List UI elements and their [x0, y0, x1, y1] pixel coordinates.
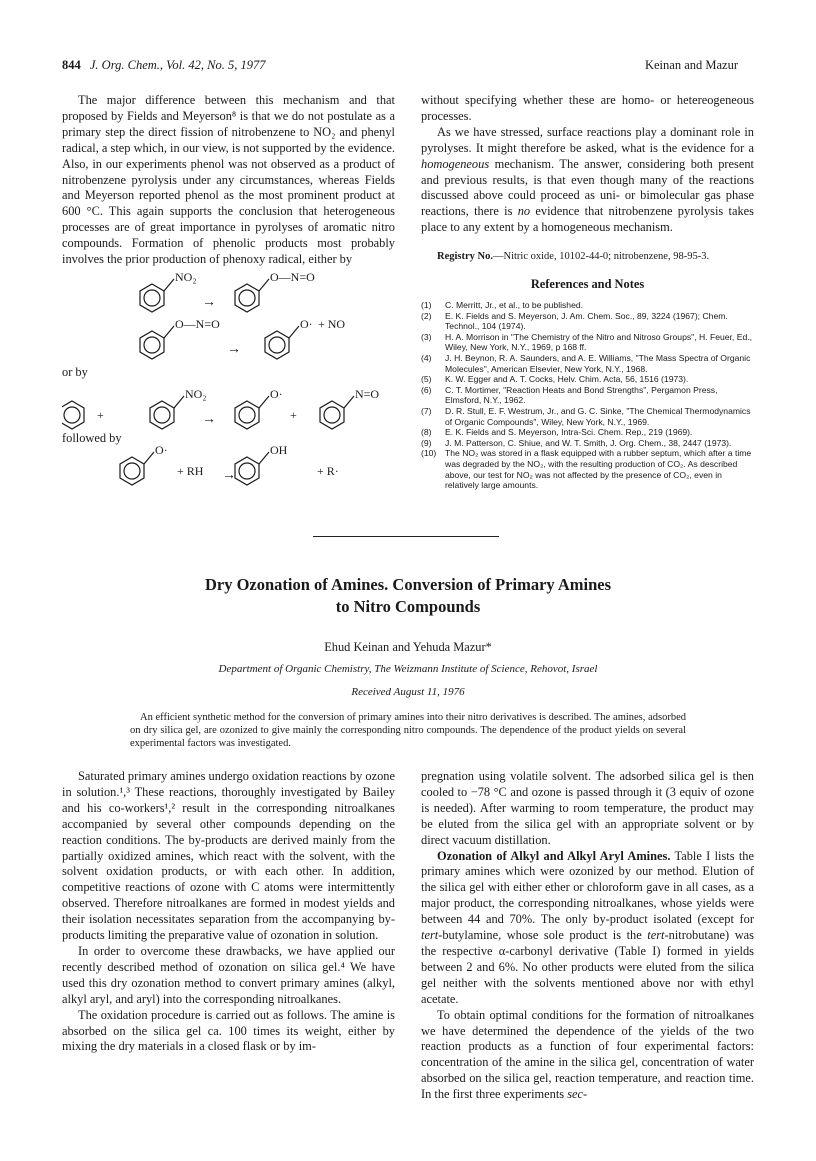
arrow-3: → — [202, 412, 216, 427]
phenoxy-label-3: O· — [155, 443, 168, 457]
body-paragraph-4: pregnation using volatile solvent. The adsorbed silica gel is then cooled to −78 °C and ozone is passed through it (3 equiv of ozone is needed). After warming to room temperature, the product may be eluted from the silica gel with an appropriate solvent or by direct vacuum distillation. — [421, 769, 754, 847]
benzene-ring-2 — [235, 284, 259, 312]
n-eq-o-label: N=O — [355, 387, 380, 401]
optimal-conditions-paragraph: To obtain optimal conditions for the formation of nitroalkanes we have determined the dependence of the yields of the two reaction products as a function of four experimental factors: concentration of the amine in the silica gel, concentration of water absorbed on the silica gel, reaction temperature, and reaction time. In the first three experiments sec- — [421, 1007, 754, 1102]
reference-number: (6) — [421, 384, 432, 395]
arrow-2: → — [227, 342, 241, 357]
reference-number: (5) — [421, 374, 432, 385]
mechanism-paragraph: The major difference between this mechanism and that proposed by Fields and Meyerson⁸ is that we do not postulate as a primary step the direct fission of nitrobenzene to NO₂ and phenyl radical, a step which, in our view, is not supported by the evidence. Also, in our experiments phenol was not observed as a product of nitrobenzene pyrolysis under any circumstances, whereas Fields and Meyerson reported phenol as the most prominent product at 600 °C. This again supports the conclusion that heterogeneous processes are of great importance in pyrolyses of aromatic nitro compounds. Formation of phenolic products most probably involves the prior production of phenoxy radical, either by — [62, 93, 395, 267]
arrow-1: → — [202, 295, 216, 310]
benzene-ring-9 — [120, 457, 144, 485]
references-list — [421, 300, 754, 491]
body-left-column — [62, 769, 395, 1055]
reference-number: (2) — [421, 310, 432, 321]
body-right-column — [421, 769, 754, 1103]
processes-paragraph: without specifying whether these are homo- or hetereogeneous processes. — [421, 93, 754, 123]
reference-number: (8) — [421, 427, 432, 438]
reference-number: (7) — [421, 405, 432, 416]
reference-text: C. T. Mortimer, "Reaction Heats and Bond Strengths", Pergamon Press, Elmsford, N.Y., 1962. — [445, 384, 718, 406]
plus-sign-2: + — [290, 408, 297, 422]
reference-text: J. H. Beynon, R. A. Saunders, and A. E. Williams, "The Mass Spectra of Organic Molecules", American Elsevier, New York, N.Y., 1968. — [445, 352, 751, 374]
reference-item — [421, 438, 754, 449]
onno-label-1: O—N=O — [270, 270, 315, 284]
reference-number: (1) — [421, 300, 432, 310]
authors: Ehud Keinan and Yehuda Mazur* — [324, 640, 492, 654]
benzene-ring-5 — [62, 401, 84, 429]
reference-item — [421, 332, 754, 353]
body-paragraph-3: The oxidation procedure is carried out as follows. The amine is absorbed on the silica gel ca. 100 times its weight, either by mixing the dry materials in a closed flask or by im- — [62, 1007, 395, 1054]
benzene-ring-1 — [140, 284, 164, 312]
arrow-4: → — [222, 468, 236, 483]
reference-text: K. W. Egger and A. T. Cocks, Helv. Chim. Acta, 56, 1516 (1973). — [445, 374, 689, 385]
article-title: Dry Ozonation of Amines. Conversion of Primary Amines to Nitro Compounds — [204, 575, 612, 616]
plus-r-radical-label: + R· — [317, 464, 339, 478]
onno-label-2: O—N=O — [175, 317, 220, 331]
benzene-ring-6 — [150, 401, 174, 429]
reference-item — [421, 374, 754, 385]
affiliation: Department of Organic Chemistry, The Weizmann Institute of Science, Rehovot, Israel — [218, 663, 598, 675]
reference-number: (10) — [421, 448, 437, 459]
reference-item — [421, 300, 754, 311]
reference-item — [421, 406, 754, 427]
reference-number: (3) — [421, 331, 432, 342]
section-divider — [313, 536, 499, 537]
reference-text: C. Merritt, Jr., et al., to be published. — [445, 300, 584, 310]
running-head: Keinan and Mazur — [644, 58, 738, 72]
reference-item — [421, 385, 754, 406]
registry-numbers: Registry No.—Nitric oxide, 10102-44-0; nitrobenzene, 98-95-3. — [437, 251, 710, 262]
plus-sign-1: + — [97, 408, 104, 422]
benzene-ring-8 — [320, 401, 344, 429]
page-header-left — [62, 58, 265, 73]
reference-text: D. R. Stull, E. F. Westrum, Jr., and G. C. Sinke, "The Chemical Thermodynamics of Organic Compounds", Wiley, New York, N.Y., 1969. — [445, 405, 751, 427]
reference-item — [421, 427, 754, 438]
reference-item — [421, 353, 754, 374]
reaction-scheme — [62, 268, 402, 488]
reference-item — [421, 311, 754, 332]
references-title: References and Notes — [530, 277, 645, 291]
reference-number: (4) — [421, 352, 432, 363]
phenoxy-label-2: O· — [270, 387, 283, 401]
reference-text: H. A. Morrison in "The Chemistry of the Nitro and Nitroso Groups", H. Feuer, Ed., Wiley, New York, N.Y., 1969, p 168 ff. — [445, 331, 752, 353]
benzene-ring-7 — [235, 401, 259, 429]
reference-text: E. K. Fields and S. Meyerson, J. Am. Chem. Soc., 89, 3224 (1967); Chem. Technol., 104 (1974). — [445, 310, 728, 332]
top-left-column — [62, 93, 395, 268]
abstract: An efficient synthetic method for the conversion of primary amines into their nitro derivatives is described. The amines, adsorbed on dry silica gel, are ozonized to give mainly the corresponding nitro compounds. The dependence of the product yields on several experimental factors was investigated. — [130, 712, 686, 749]
ozonation-section: Ozonation of Alkyl and Alkyl Aryl Amines. Table I lists the primary amines which were ozonized by our method. Elution of the silica gel with either ether or chloroform gave in all cases, as a major product, the corresponding nitroalkanes, whose yields were between 44 and 70%. The only by-product isolated (except for tert-butylamine, whose sole product is the tert-nitrobutane) was the respective α-carbonyl derivative (Table I) formed in yields between 2 and 6%. No other products were eluted from the silica gel neither with the solvents mentioned above nor with ethyl acetate. — [421, 848, 754, 1006]
plus-rh-label: + RH — [177, 464, 204, 478]
or-by-label: or by — [62, 365, 88, 379]
no2-label: NO₂ — [175, 270, 197, 284]
reference-item — [421, 448, 754, 490]
benzene-ring-10 — [235, 457, 259, 485]
benzene-ring-4 — [265, 331, 289, 359]
body-paragraph-1: Saturated primary amines undergo oxidation reactions by ozone in solution.¹,³ These reactions, thoroughly investigated by Bailey and his co-workers¹,² result in the corresponding nitroalkanes accompanied by several other compounds depending on the reaction conditions. The by-products are derived mainly from the partially oxidized amines, which react with the solvent, with the solvent oxidation products, or with each other. In addition, competitive reactions of ozone with C atoms were intermittently observed. Therefore nitroalkanes are formed in modest yields and their isolation necessitates separation from the accompanying by-products limiting the preparative value of ozonation in solution. — [62, 769, 395, 943]
oh-label: OH — [270, 443, 288, 457]
reference-text: E. K. Fields and S. Meyerson, Intra-Sci. Chem. Rep., 219 (1969). — [445, 427, 693, 438]
benzene-ring-3 — [140, 331, 164, 359]
reference-number: (9) — [421, 437, 432, 448]
reference-text: J. M. Patterson, C. Shiue, and W. T. Smith, J. Org. Chem., 38, 2447 (1973). — [445, 437, 732, 448]
top-right-column — [421, 93, 754, 236]
phenoxy-label-1: O· — [300, 317, 313, 331]
plus-no-label: + NO — [318, 317, 346, 331]
no2-label-2: NO₂ — [185, 387, 207, 401]
journal-citation: J. Org. Chem., Vol. 42, No. 5, 1977 — [89, 58, 266, 72]
page-number: 844 — [62, 58, 81, 72]
reference-text: The NO₂ was stored in a flask equipped with a rubber septum, which after a time was degraded by the NO₂, with the resulting production of CO₂. As described above, our test for NO₂ was not affected by the presence of CO₂, even in relatively large amounts. — [445, 448, 752, 491]
received-date: Received August 11, 1976 — [351, 686, 465, 698]
surface-reactions-paragraph: As we have stressed, surface reactions play a dominant role in pyrolyses. It might therefore be asked, what is the evidence for a homogeneous mechanism. The answer, considering both present and previous results, is that even though many of the reactions discussed above could proceed as uni- or bimolecular gas phase reactions, there is no evidence that nitrobenzene pyrolysis takes place to any extent by a homogeneous mechanism. — [421, 124, 754, 235]
body-paragraph-2: In order to overcome these drawbacks, we have applied our recently described method of ozonation on silica gel.⁴ We have used this dry ozonation method to convert primary amines (alkyl, alkyl aryl, and aryl) into the corresponding nitroalkanes. — [62, 943, 395, 1006]
followed-by-label: followed by — [62, 431, 122, 445]
